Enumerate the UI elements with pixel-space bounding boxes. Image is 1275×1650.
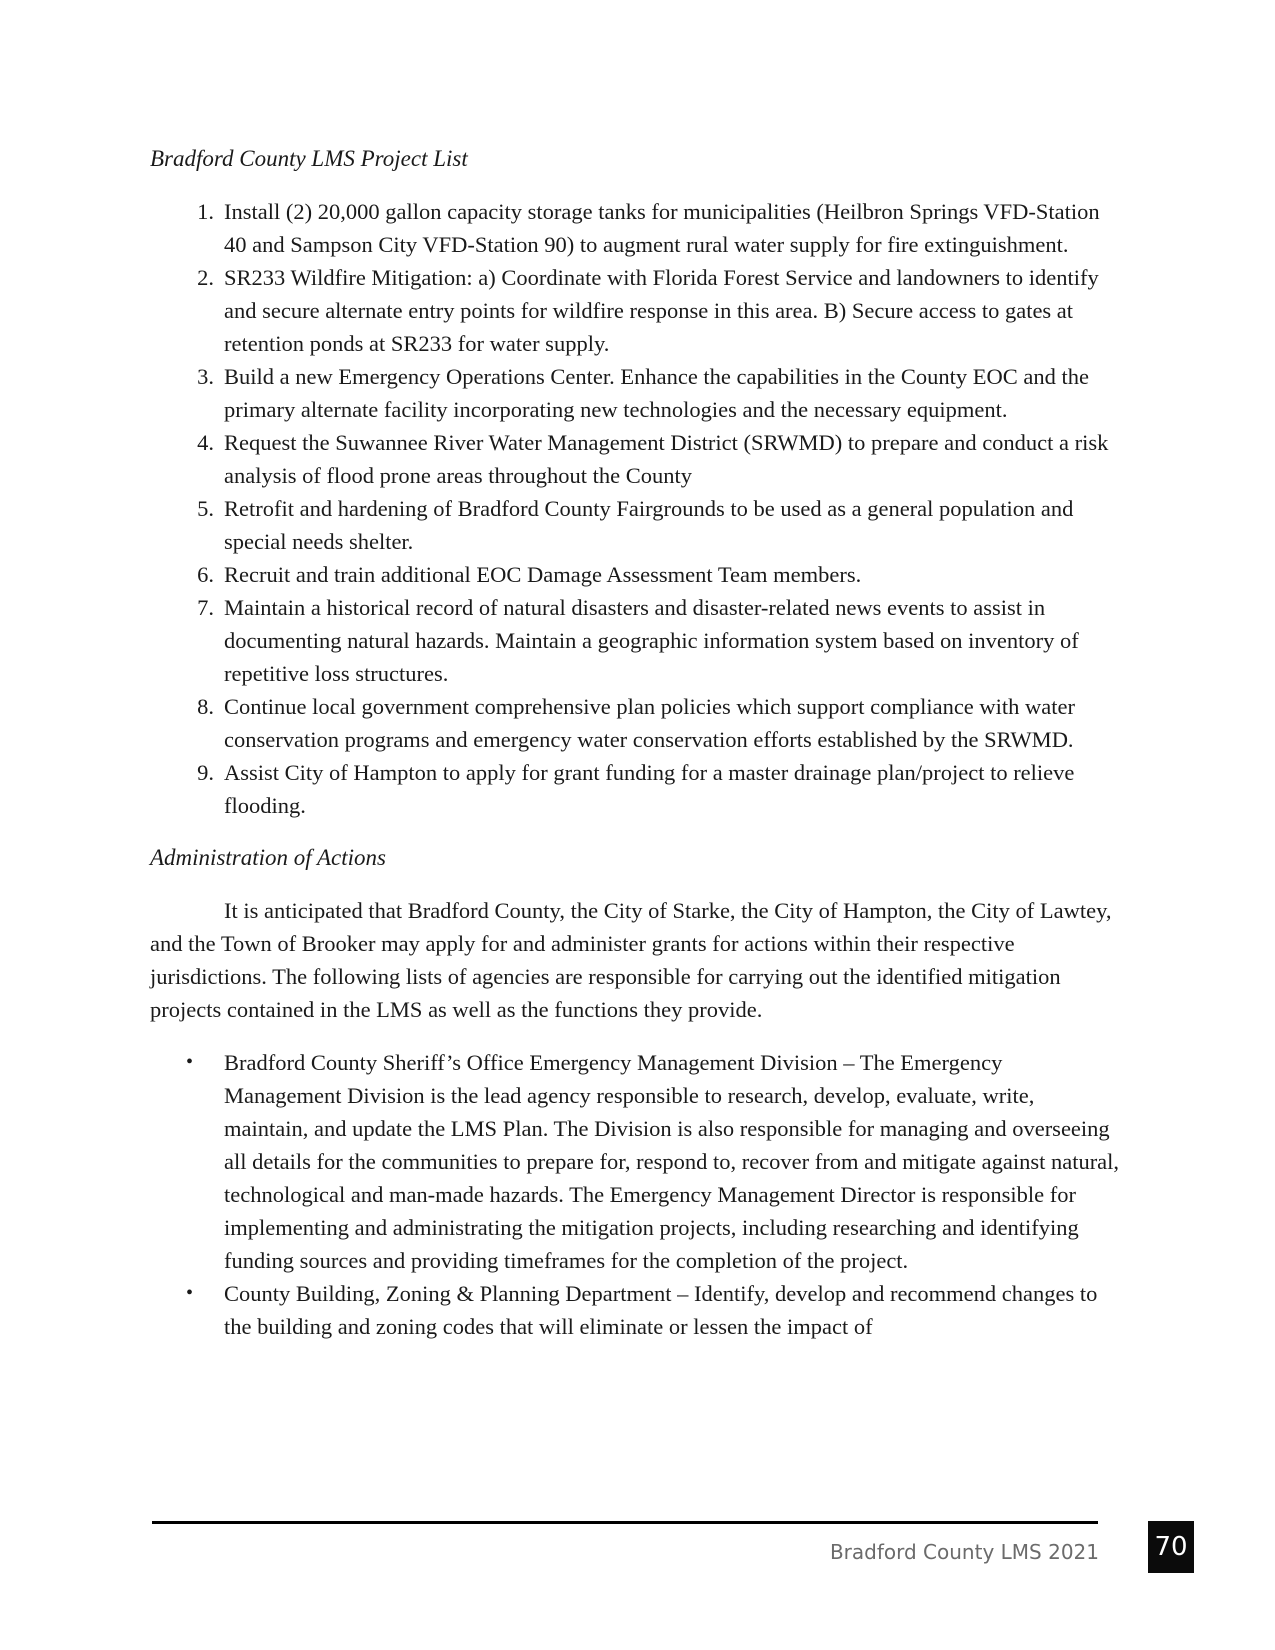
footer-divider [152,1521,1098,1524]
agency-text: Bradford County Sheriff’s Office Emergency Management Division – The Emergency Management Division is the lead agency responsible to research, develop, evaluate, write, maintain, and update the LMS Plan. The Division is also responsible for managing and overseeing all details for the communities to prepare for, respond to, recover from and mitigate against natural, technological and man-made hazards. The Emergency Management Director is responsible for implementing and administrating the mitigation projects, including researching and identifying funding sources and providing timeframes for the completion of the project. [224,1050,1120,1273]
bullet-icon: • [186,1051,194,1073]
list-item [150,690,1120,756]
list-item-number: 5. [197,496,214,521]
list-item [150,195,1120,261]
project-list [150,195,1120,822]
list-item-text: Maintain a historical record of natural disasters and disaster-related news events to assist in documenting natural hazards. Maintain a geographic information system based on inventory of repetitive loss structures. [224,595,1079,686]
list-item-text: SR233 Wildfire Mitigation: a) Coordinate with Florida Forest Service and landowners to identify and secure alternate entry points for wildfire response in this area. B) Secure access to gates at retention ponds at SR233 for water supply. [224,265,1099,356]
list-item-text: Assist City of Hampton to apply for grant funding for a master drainage plan/project to relieve flooding. [224,760,1075,818]
list-item [150,492,1120,558]
bullet-icon: • [186,1282,194,1304]
page-number: 70 [1148,1521,1194,1573]
administration-heading: Administration of Actions [150,845,386,870]
list-item [150,261,1120,360]
footer-label: Bradford County LMS 2021 [829,1540,1099,1564]
list-item-number: 8. [197,694,214,719]
page-content [150,143,1120,1343]
project-list-heading: Bradford County LMS Project List [150,146,468,171]
list-item [150,1046,1120,1277]
list-item [150,558,1120,591]
list-item-number: 6. [197,562,214,587]
list-item-text: Request the Suwannee River Water Management District (SRWMD) to prepare and conduct a risk analysis of flood prone areas throughout the County [224,430,1109,488]
list-item-number: 2. [197,265,214,290]
list-item-number: 3. [197,364,214,389]
list-item-number: 1. [197,199,214,224]
list-item-number: 9. [197,760,214,785]
list-item [150,1277,1120,1343]
list-item-text: Retrofit and hardening of Bradford County Fairgrounds to be used as a general population and special needs shelter. [224,496,1074,554]
list-item-number: 4. [197,430,214,455]
list-item-text: Continue local government comprehensive plan policies which support compliance with water conservation programs and emergency water conservation efforts established by the SRWMD. [224,694,1076,752]
administration-paragraph: It is anticipated that Bradford County, the City of Starke, the City of Hampton, the City of Lawtey, and the Town of Brooker may apply for and administer grants for actions within their respective jurisdictions. The following lists of agencies are responsible for carrying out the identified mitigation projects contained in the LMS as well as the functions they provide. [150,898,1112,1022]
list-item [150,756,1120,822]
list-item-text: Install (2) 20,000 gallon capacity storage tanks for municipalities (Heilbron Springs VFD-Station 40 and Sampson City VFD-Station 90) to augment rural water supply for fire extinguishment. [224,199,1100,257]
list-item-text: Build a new Emergency Operations Center. Enhance the capabilities in the County EOC and the primary alternate facility incorporating new technologies and the necessary equipment. [224,364,1089,422]
list-item [150,591,1120,690]
list-item-text: Recruit and train additional EOC Damage Assessment Team members. [224,562,862,587]
agency-text: County Building, Zoning & Planning Department – Identify, develop and recommend changes to the building and zoning codes that will eliminate or lessen the impact of [224,1281,1098,1339]
list-item-number: 7. [197,595,214,620]
list-item [150,426,1120,492]
list-item [150,360,1120,426]
agency-list [150,1046,1120,1343]
